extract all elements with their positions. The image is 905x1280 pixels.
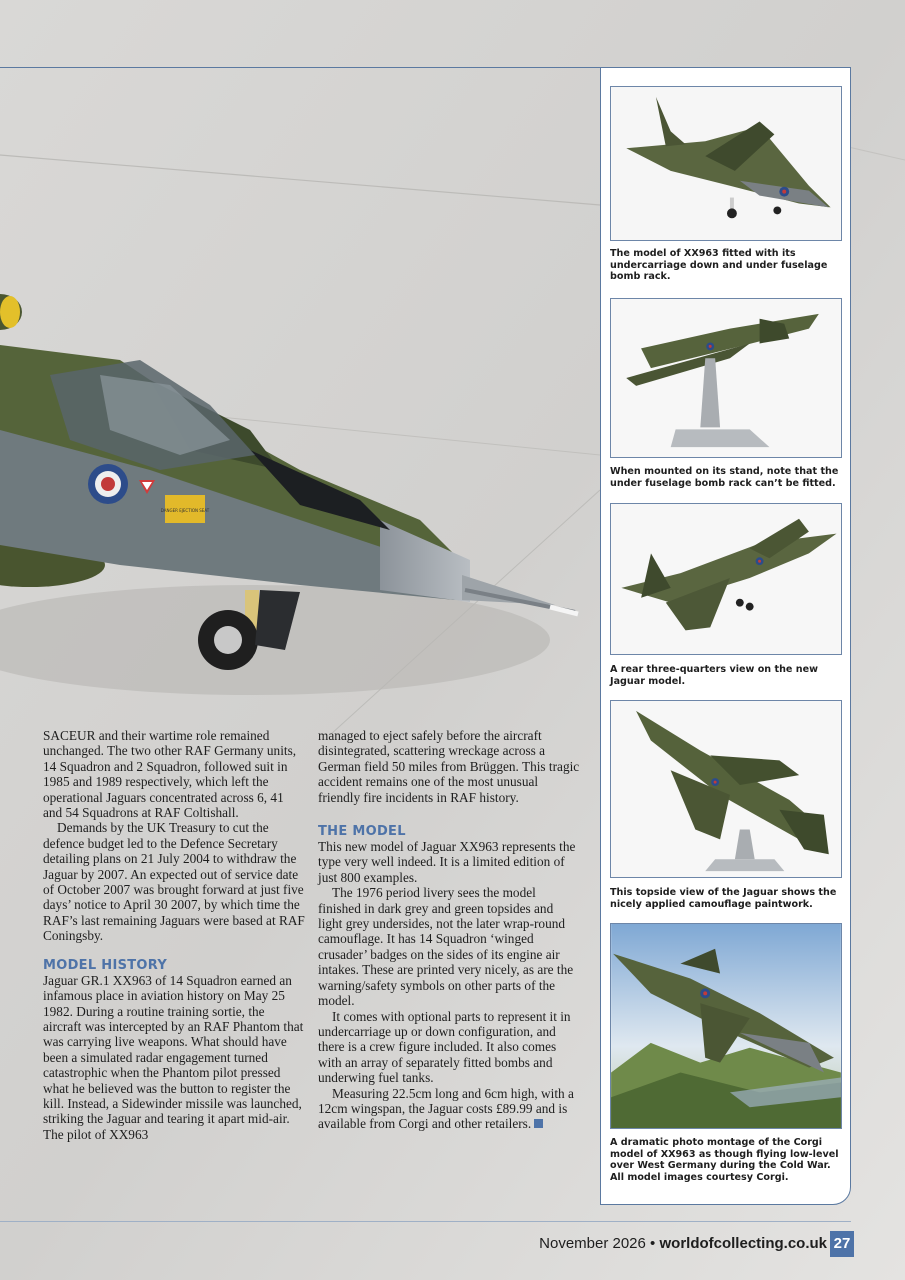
paragraph: SACEUR and their wartime role remained unchanged. The two other RAF Germany units, 14 Squadron and 2 Squadron, followed suit in 1985 and 1989 respectively, which left the operational Jaguars concentrated across 6, 41 and 54 Squadrons at RAF Coltishall.	[43, 728, 297, 821]
page-number: 27	[830, 1231, 854, 1257]
paragraph: managed to eject safely before the aircraft disintegrated, scattering wreckage across a German field 50 miles from Brüggen. This tragic accident remains one of the most unusual friendly fire incidents in RAF history.	[318, 728, 580, 805]
article-column-2	[318, 728, 580, 1132]
paragraph: The 1976 period livery sees the model finished in dark grey and green topsides and light grey undersides, not the later wrap-round camouflage. It has 14 Squadron ‘winged crusader’ badges on the sides of its engine air intakes. These are printed very nicely, as are the warning/safety symbols on other parts of the model.	[318, 885, 574, 1009]
article-column-1	[43, 728, 305, 1142]
svg-text:DANGER EJECTION SEAT: DANGER EJECTION SEAT	[160, 508, 210, 513]
caption-1: The model of XX963 fitted with its undercarriage down and under fuselage bomb rack.	[610, 248, 828, 283]
model-photo-topside	[610, 700, 842, 878]
paragraph: It comes with optional parts to represent it in undercarriage up or down configuration, and there is a crew figure included. It also comes with an array of separately fitted bombs and underwing fuel tanks.	[318, 1008, 571, 1086]
model-photo-rear-view	[610, 503, 842, 655]
caption-4: This topside view of the Jaguar shows the nicely applied camouflage paintwork.	[610, 887, 837, 910]
paragraph: Jaguar GR.1 XX963 of 14 Squadron earned an infamous place in aviation history on May 25 1982. During a routine training sortie, the aircraft was intercepted by an RAF Phantom that was carrying live weapons. What should have been a simulated radar engagement turned catastrophic when the Phantom pilot pressed what he believed was the button to register the kill. Instead, a Sidewinder missile was launched, striking the Jaguar and tearing it apart mid-air. The pilot of XX963	[43, 972, 304, 1142]
caption-5: A dramatic photo montage of the Corgi model of XX963 as though flying low-level over West Germany during the Cold War. All model images courtesy Corgi.	[610, 1137, 839, 1183]
section-heading-model-history: MODEL HISTORY	[43, 957, 168, 973]
paragraph: Demands by the UK Treasury to cut the defence budget led to the Defence Secretary detailing plans on 21 July 2004 to withdraw the Jaguar by 2007. An expected out of service date of October 2007 was brought forward at just five days’ notice to April 30 2007, by which time the RAF’s last remaining Jaguars were based at RAF Coningsby.	[43, 820, 305, 944]
model-photo-montage	[610, 923, 842, 1129]
separator: •	[650, 1235, 656, 1252]
page-footer	[539, 1234, 827, 1254]
website-link[interactable]: worldofcollecting.co.uk	[659, 1235, 827, 1252]
caption-2: When mounted on its stand, note that the under fuselage bomb rack can’t be fitted.	[610, 466, 839, 489]
end-mark-icon	[534, 1119, 543, 1128]
issue-date: November 2026	[539, 1235, 646, 1252]
top-rule	[0, 67, 600, 68]
paragraph-text: Measuring 22.5cm long and 6cm high, with a 12cm wingspan, the Jaguar costs £89.99 and is available from Corgi and other retailers.	[318, 1085, 574, 1132]
bottom-rule	[0, 1221, 851, 1222]
model-photo-gear-down	[610, 86, 842, 241]
caption-3: A rear three-quarters view on the new Jaguar model.	[610, 664, 818, 687]
paragraph-last	[318, 1086, 580, 1132]
paragraph: This new model of Jaguar XX963 represents the type very well indeed. It is a limited edition of just 800 examples.	[318, 839, 576, 885]
section-heading-the-model: THE MODEL	[318, 824, 406, 840]
model-photo-on-stand	[610, 298, 842, 458]
